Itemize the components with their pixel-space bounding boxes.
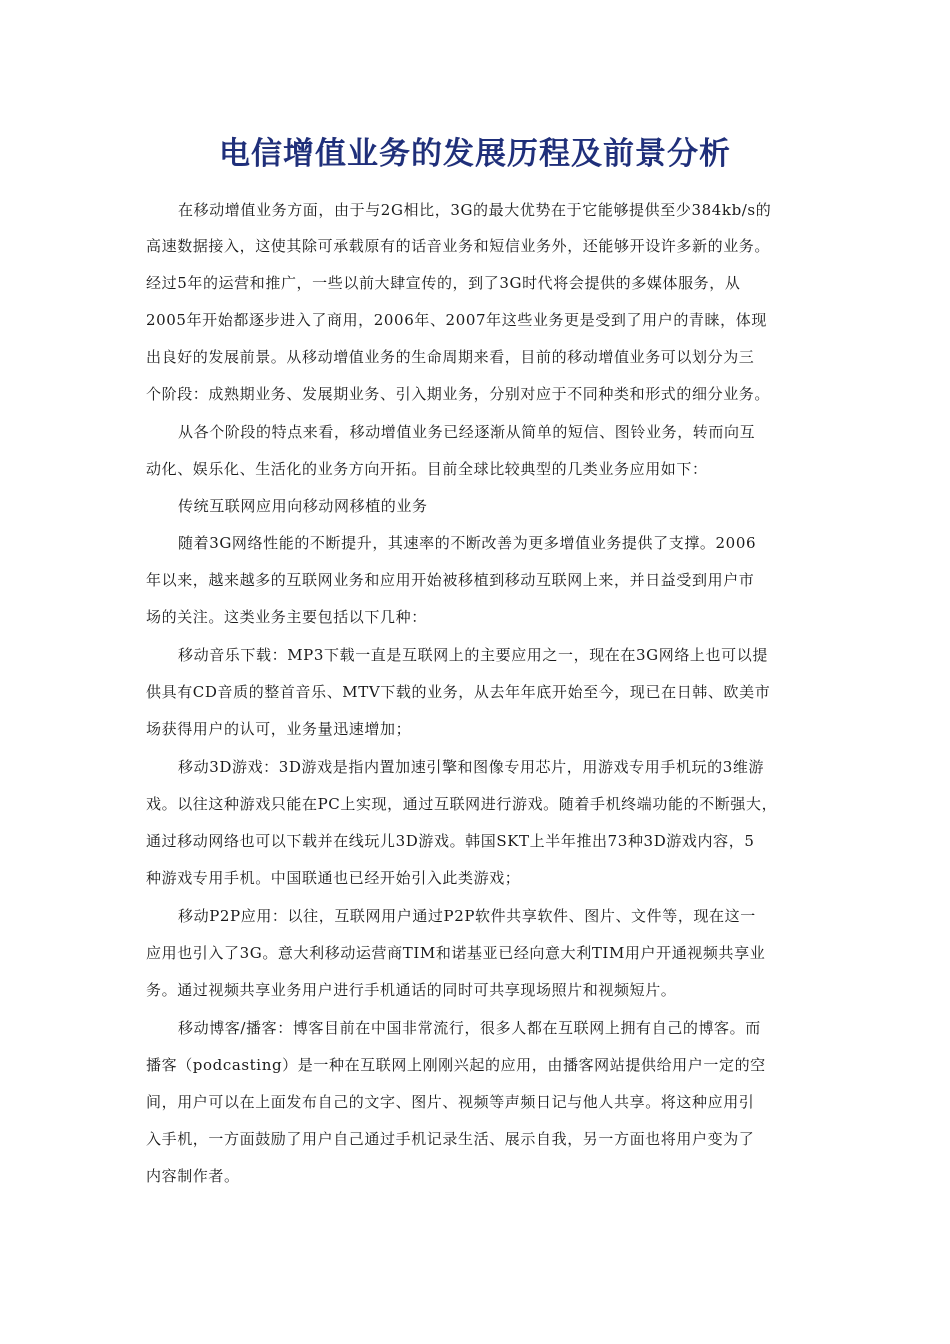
body-line: 高速数据接入，这使其除可承载原有的话音业务和短信业务外，还能够开设许多新的业务。: [146, 237, 771, 255]
body-line: 经过5年的运营和推广，一些以前大肆宣传的，到了3G时代将会提供的多媒体服务，从: [146, 274, 741, 292]
body-line: 移动音乐下载：MP3下载一直是互联网上的主要应用之一，现在在3G网络上也可以提: [178, 646, 768, 664]
body-line: 种游戏专用手机。中国联通也已经开始引入此类游戏；: [146, 869, 521, 887]
body-line: 动化、娱乐化、生活化的业务方向开拓。目前全球比较典型的几类业务应用如下：: [146, 460, 708, 478]
body-line: 在移动增值业务方面，由于与2G相比，3G的最大优势在于它能够提供至少384kb/s的: [178, 201, 772, 219]
body-line: 出良好的发展前景。从移动增值业务的生命周期来看，目前的移动增值业务可以划分为三: [146, 348, 755, 366]
body-line: 播客（podcasting）是一种在互联网上刚刚兴起的应用，由播客网站提供给用户一定的空: [146, 1056, 766, 1074]
body-line: 移动博客/播客：博客目前在中国非常流行，很多人都在互联网上拥有自己的博客。而: [178, 1019, 761, 1037]
document-title: 电信增值业务的发展历程及前景分析: [219, 136, 731, 172]
body-line: 2005年开始都逐步进入了商用，2006年、2007年这些业务更是受到了用户的青睐，体现: [146, 311, 767, 329]
body-line: 入手机，一方面鼓励了用户自己通过手机记录生活、展示自我，另一方面也将用户变为了: [146, 1130, 755, 1148]
body-line: 个阶段：成熟期业务、发展期业务、引入期业务，分别对应于不同种类和形式的细分业务。: [146, 385, 771, 403]
body-line: 移动P2P应用：以往，互联网用户通过P2P软件共享软件、图片、文件等，现在这一: [178, 907, 756, 925]
body-line: 供具有CD音质的整首音乐、MTV下载的业务，从去年年底开始至今，现已在日韩、欧美市: [146, 683, 771, 701]
body-line: 从各个阶段的特点来看，移动增值业务已经逐渐从简单的短信、图铃业务，转而向互: [178, 423, 756, 441]
body-line: 随着3G网络性能的不断提升，其速率的不断改善为更多增值业务提供了支撑。2006: [178, 534, 757, 552]
body-line: 戏。以往这种游戏只能在PC上实现，通过互联网进行游戏。随着手机终端功能的不断强大，: [146, 795, 778, 813]
body-line: 年以来，越来越多的互联网业务和应用开始被移植到移动互联网上来，并日益受到用户市: [146, 571, 755, 589]
body-line: 应用也引入了3G。意大利移动运营商TIM和诺基亚已经向意大利TIM用户开通视频共享业: [146, 944, 766, 962]
body-line: 间，用户可以在上面发布自己的文字、图片、视频等声频日记与他人共享。将这种应用引: [146, 1093, 755, 1111]
body-line: 内容制作者。: [146, 1167, 240, 1185]
body-line: 务。通过视频共享业务用户进行手机通话的同时可共享现场照片和视频短片。: [146, 981, 677, 999]
section-heading: 传统互联网应用向移动网移植的业务: [178, 497, 428, 515]
body-line: 场的关注。这类业务主要包括以下几种：: [146, 608, 427, 626]
body-line: 通过移动网络也可以下载并在线玩儿3D游戏。韩国SKT上半年推出73种3D游戏内容，5: [146, 832, 755, 850]
body-line: 场获得用户的认可，业务量迅速增加；: [146, 720, 412, 738]
body-line: 移动3D游戏：3D游戏是指内置加速引擎和图像专用芯片，用游戏专用手机玩的3维游: [178, 758, 765, 776]
